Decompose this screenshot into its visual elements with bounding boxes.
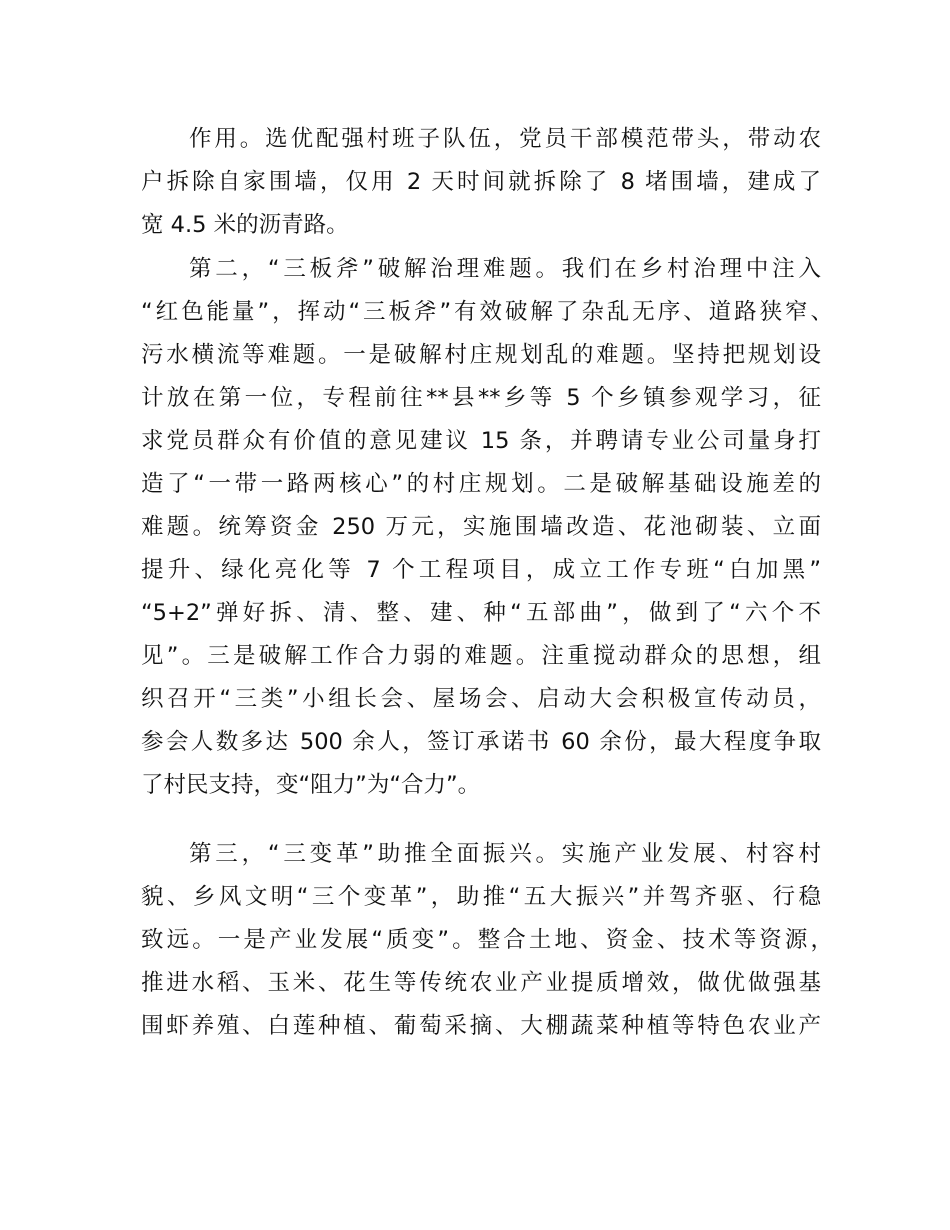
text-line: 提升、绿化亮化等 7 个工程项目，成立工作专班“白加黑” [141,557,821,583]
text-line: “5+2”弹好拆、清、整、建、种“五部曲”，做到了“六个不 [141,600,821,626]
text-line: 第二，“三板斧”破解治理难题。我们在乡村治理中注入 [189,256,821,282]
text-line: “红色能量”，挥动“三板斧”有效破解了杂乱无序、道路狭窄、 [141,299,833,325]
text-line: 宽 4.5 米的沥青路。 [141,212,349,238]
text-line: 求党员群众有价值的意见建议 15 条，并聘请专业公司量身打 [141,428,821,454]
text-line: 致远。一是产业发展“质变”。整合土地、资金、技术等资源， [141,927,833,953]
text-line: 第三，“三变革”助推全面振兴。实施产业发展、村容村 [189,841,821,867]
text-line: 参会人数多达 500 余人，签订承诺书 60 余份，最大程度争取 [141,729,821,755]
text-line: 貌、乡风文明“三个变革”，助推“五大振兴”并驾齐驱、行稳 [141,884,821,910]
text-line: 推进水稻、玉米、花生等传统农业产业提质增效，做优做强基 [141,970,821,996]
text-line: 了村民支持，变“阻力”为“合力”。 [141,772,481,798]
text-line: 见”。三是破解工作合力弱的难题。注重搅动群众的思想，组 [141,643,821,669]
text-line: 作用。选优配强村班子队伍，党员干部模范带头，带动农 [189,126,821,152]
text-line: 户拆除自家围墙，仅用 2 天时间就拆除了 8 堵围墙，建成了 [141,169,821,195]
text-line: 织召开“三类”小组长会、屋场会、启动大会积极宣传动员， [141,686,821,712]
text-line: 造了“一带一路两核心”的村庄规划。二是破解基础设施差的 [141,471,821,497]
text-line: 难题。统筹资金 250 万元，实施围墙改造、花池砌装、立面 [141,514,821,540]
text-line: 计放在第一位，专程前往**县**乡等 5 个乡镇参观学习，征 [141,385,821,411]
text-line: 污水横流等难题。一是破解村庄规划乱的难题。坚持把规划设 [141,342,821,368]
text-line: 围虾养殖、白莲种植、葡萄采摘、大棚蔬菜种植等特色农业产 [141,1013,821,1039]
